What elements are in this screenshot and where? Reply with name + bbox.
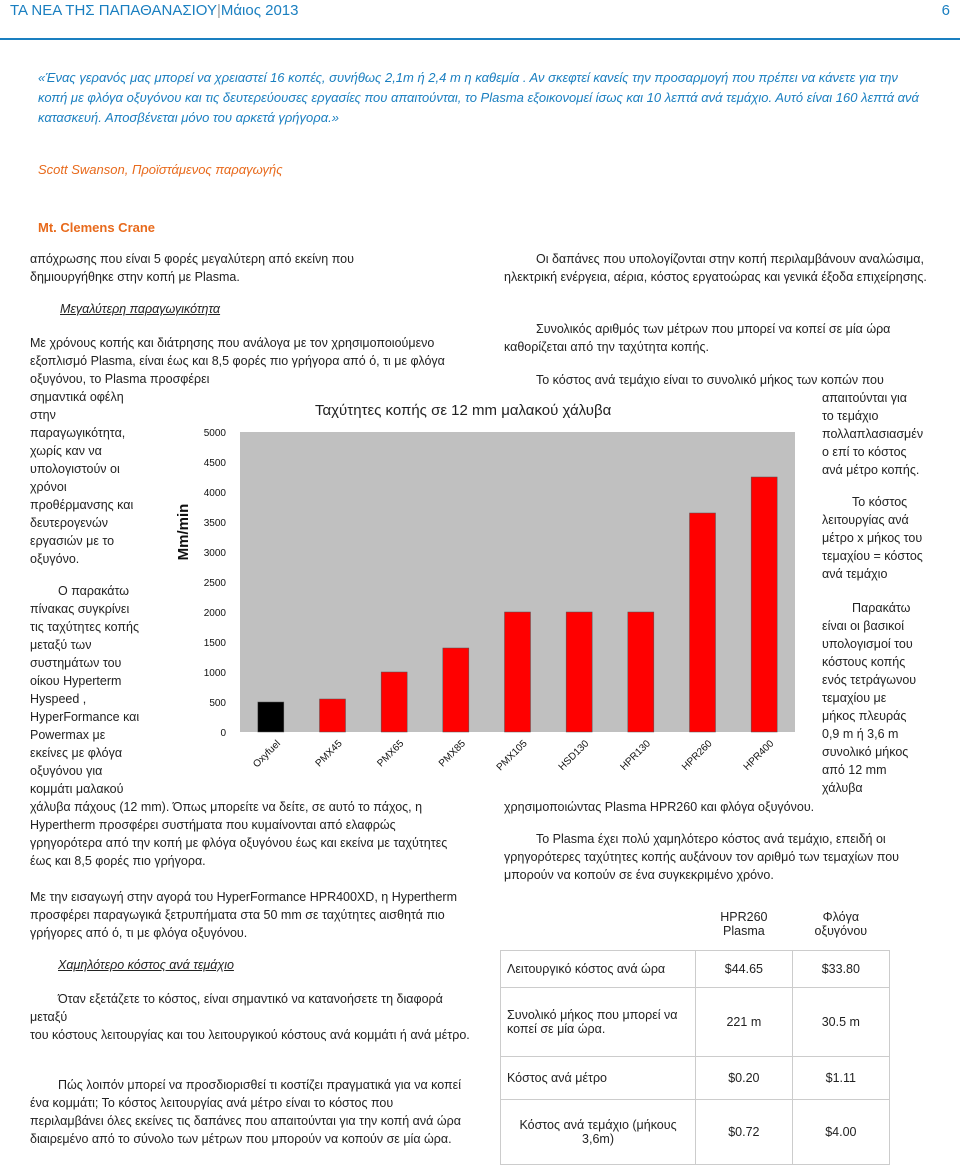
table-header-row (501, 898, 890, 951)
text-line: συνολικό μήκος (822, 745, 909, 759)
y-tick-label: 2000 (203, 608, 226, 619)
bar-pmx45 (320, 699, 346, 732)
text-line: υπολογισμοί του (822, 637, 913, 651)
text-line: μεταξύ των (30, 638, 92, 652)
table-row (501, 951, 890, 988)
table-corner (501, 898, 696, 951)
x-tick-label: HSD130 (556, 738, 592, 773)
heading-productivity: Μεγαλύτερη παραγωγικότητα (60, 302, 221, 316)
right-cost-per-piece-lead: Το κόστος ανά τεμάχιο είναι το συνολικό μήκος των κοπών που (536, 373, 884, 387)
text-line: οίκου Hyperterm (30, 674, 122, 688)
bar-oxyfuel (258, 702, 284, 732)
right-calculation-narrow (822, 599, 952, 797)
text-line: οξυγόνου για (30, 764, 103, 778)
y-tick-label: 5000 (203, 428, 226, 439)
text-line: στην (30, 408, 56, 422)
text-line: προθέρμανσης και (30, 498, 134, 512)
text-line: τις ταχύτητες κοπής (30, 620, 139, 634)
text-line: κόστους κοπής (822, 655, 906, 669)
y-tick-label: 4000 (203, 488, 226, 499)
text-line: σημαντικά οφέλη (30, 390, 124, 404)
cost-comparison-table (500, 898, 890, 1165)
chart-title: Ταχύτητες κοπής σε 12 mm μαλακού χάλυβα (315, 402, 612, 419)
cost-paragraph-a: Όταν εξετάζετε το κόστος, είναι σημαντικό να κατανοήσετε τη διαφορά μεταξύ (30, 992, 443, 1024)
x-tick-label: Oxyfuel (251, 738, 283, 771)
row-value-hpr260: $0.72 (696, 1100, 793, 1165)
bar-hpr130 (628, 612, 654, 732)
right-plasma-summary: Το Plasma έχει πολύ χαμηλότερο κόστος ανά τεμάχιο, επειδή οι γρηγορότερες ταχύτητες κοπής αυξάνουν τον αριθμό των τεμαχίων που μπορούν να κοπούν σε ένα συγκεκριμένο χρόνο. (504, 832, 899, 882)
x-tick-label: PMX85 (436, 738, 468, 770)
row-value-oxyfuel: $4.00 (792, 1100, 889, 1165)
row-value-hpr260: $0.20 (696, 1057, 793, 1100)
text-line: απαιτούνται για (822, 391, 907, 405)
text-line: από 12 mm (822, 763, 887, 777)
y-tick-label: 3000 (203, 548, 226, 559)
text-line: λειτουργίας ανά (822, 513, 909, 527)
bar-hpr260 (690, 513, 716, 732)
quote-author: Scott Swanson, Προϊστάμενος παραγωγής (38, 162, 283, 177)
right-meters-paragraph: Συνολικός αριθμός των μέτρων που μπορεί να κοπεί σε μία ώρα καθορίζεται από την ταχύτητα κοπής. (504, 322, 891, 354)
table-row (501, 988, 890, 1057)
text-line: συστημάτων του (30, 656, 122, 670)
row-value-oxyfuel: 30.5 m (792, 988, 889, 1057)
text-line: δευτερογενών (30, 516, 109, 530)
text-line: οξυγόνο. (30, 552, 80, 566)
left-intro: απόχρωσης που είναι 5 φορές μεγαλύτερη από εκείνη που δημιουργήθηκε στην κοπή με Plasma. (30, 252, 354, 284)
x-tick-label: HPR130 (618, 738, 653, 773)
text-line: Hyspeed , (30, 692, 87, 706)
table-row (501, 1100, 890, 1165)
text-line: τεμαχίου με (822, 691, 887, 705)
row-label: Κόστος ανά τεμάχιο (μήκους 3,6m) (501, 1100, 696, 1165)
issue-month: Μάιος 2013 (220, 2, 299, 19)
text-line: Ο παρακάτω (58, 584, 130, 598)
col-oxyfuel: Φλόγα οξυγόνου (814, 910, 868, 938)
row-label: Κόστος ανά μέτρο (501, 1057, 696, 1100)
text-line: εργασιών με το (30, 534, 115, 548)
right-calculation-wide: χρησιμοποιώντας Plasma HPR260 και φλόγα οξυγόνου. (504, 800, 815, 814)
y-tick-label: 500 (209, 698, 226, 709)
y-tick-label: 2500 (203, 578, 226, 589)
cutting-speed-chart (170, 420, 800, 800)
text-line: Παρακάτω (852, 601, 911, 615)
text-line: χωρίς καν να (30, 444, 102, 458)
row-value-hpr260: $44.65 (696, 951, 793, 988)
text-line: κομμάτι μαλακού (30, 782, 124, 796)
row-value-oxyfuel: $1.11 (792, 1057, 889, 1100)
text-line: πίνακας συγκρίνει (30, 602, 130, 616)
x-tick-label: PMX105 (494, 738, 530, 774)
text-line: 0,9 m ή 3,6 m (822, 727, 899, 741)
y-tick-label: 1000 (203, 668, 226, 679)
header-rule (0, 38, 960, 40)
x-tick-label: PMX65 (375, 738, 407, 770)
bar-pmx65 (381, 672, 407, 732)
text-line: Powermax με (30, 728, 106, 742)
right-formula-narrow (822, 493, 952, 583)
text-line: HyperFormance και (30, 710, 140, 724)
x-tick-label: PMX45 (313, 738, 345, 770)
text-line: το τεμάχιο (822, 409, 879, 423)
text-line: ενός τετράγωνου (822, 673, 917, 687)
cost-paragraph-b: του κόστους λειτουργίας και του λειτουργικού κόστους ανά κομμάτι ή ανά μέτρο. (30, 1028, 470, 1042)
text-line: πολλαπλασιασμέν (822, 427, 924, 441)
text-line: τεμαχίου = κόστος (822, 549, 923, 563)
bar-hsd130 (566, 612, 592, 732)
x-tick-label: HPR400 (741, 738, 777, 773)
text-line: μέτρο x μήκος του (822, 531, 923, 545)
y-tick-label: 4500 (203, 458, 226, 469)
right-cost-per-piece-narrow (822, 389, 952, 479)
bar-pmx85 (443, 648, 469, 732)
text-line: ανά μέτρο κοπής. (822, 463, 920, 477)
text-line: χρόνοι (30, 480, 67, 494)
right-costs-paragraph: Οι δαπάνες που υπολογίζονται στην κοπή περιλαμβάνουν αναλώσιμα, ηλεκτρική ενέργεια, αέρια, κόστος εργατοώρας και γενικά έξοδα επιχείρησης. (504, 252, 927, 284)
comparison-paragraph-wide: χάλυβα πάχους (12 mm). Όπως μπορείτε να δείτε, σε αυτό το πάχος, η Hypertherm προσφέρει συστήματα που κυμαίνονται από ελαφρώς γρηγορότερα από την κοπή με φλόγα οξυγόνου έως και εκείνα με ταχύτητες έως και 8,5 φορές πιο γρήγορα. (30, 800, 448, 868)
heading-lower-cost: Χαμηλότερο κόστος ανά τεμάχιο (58, 958, 234, 972)
page-number: 6 (941, 2, 950, 19)
text-line: χάλυβα (822, 781, 863, 795)
y-axis-label: Mm/min (175, 503, 192, 561)
quote-company: Mt. Clemens Crane (38, 220, 156, 235)
newsletter-name: ΤΑ ΝΕΑ ΤΗΣ ΠΑΠΑΘΑΝΑΣΙΟΥ (10, 2, 217, 19)
bar-hpr400 (751, 477, 777, 732)
customer-quote: «Ένας γερανός μας μπορεί να χρειαστεί 16 κοπές, συνήθως 2,1m ή 2,4 m η καθεμία . Αν σκεφτεί κανείς την προσαρμογή που πρέπει να κάνετε για την κοπή με φλόγα οξυγόνου και τις δευτερεύουσες εργασίες που απαιτούνται, το Plasma εξοικονομεί ίσως και 10 λεπτά ανά τεμάχιο. Αυτό είναι 160 λεπτά ανά κατασκευή. Αποσβένεται μόνο του αρκετά γρήγορα.» (38, 70, 919, 125)
row-label: Λειτουργικό κόστος ανά ώρα (501, 951, 696, 988)
hpr400xd-paragraph: Με την εισαγωγή στην αγορά του HyperFormance HPR400XD, η Hypertherm προσφέρει παραγωγικά ξετρυπήματα στα 50 mm σε ταχύτητες αισθητά πιο γρήγορες από ό, τι με φλόγα οξυγόνου. (30, 890, 457, 940)
x-tick-label: HPR260 (680, 738, 715, 773)
text-line: ο επί το κόστος (822, 445, 907, 459)
newsletter-title: ΤΑ ΝΕΑ ΤΗΣ ΠΑΠΑΘΑΝΑΣΙΟΥ|Μάιος 2013 (10, 2, 299, 19)
text-line: Το κόστος (852, 495, 908, 509)
text-line: ανά τεμάχιο (822, 567, 888, 581)
bar-pmx105 (505, 612, 531, 732)
text-line: μήκος πλευράς (822, 709, 907, 723)
cost-definition-paragraph: Πώς λοιπόν μπορεί να προσδιορισθεί τι κοστίζει πραγματικά για να κοπεί ένα κομμάτι; Το κόστος λειτουργίας ανά μέτρο είναι το κόστος που περιλαμβάνει όλες εκείνες τις δαπάνες που απαιτούνται για την κοπή ανά ώρα διαιρεμένο από το σύνολο των μέτρων που μπορούν να κοπούν σε μία ώρα. (30, 1078, 461, 1146)
productivity-paragraph: Με χρόνους κοπής και διάτρησης που ανάλογα με τον χρησιμοποιούμενο εξοπλισμό Plasma, είναι έως και 8,5 φορές πιο γρήγορα από ό, τι με φλόγα οξυγόνου, το Plasma προσφέρει (30, 336, 445, 386)
text-line: εκείνες με φλόγα (30, 746, 123, 760)
text-line: είναι οι βασικοί (822, 619, 905, 633)
col-hpr260: HPR260 Plasma (720, 910, 768, 938)
text-line: υπολογιστούν οι (30, 462, 120, 476)
table-row (501, 1057, 890, 1100)
text-line: παραγωγικότητα, (30, 426, 126, 440)
y-tick-label: 3500 (203, 518, 226, 529)
row-label: Συνολικό μήκος που μπορεί να κοπεί σε μία ώρα. (501, 988, 696, 1057)
row-value-oxyfuel: $33.80 (792, 951, 889, 988)
y-tick-label: 1500 (203, 638, 226, 649)
y-tick-label: 0 (220, 728, 226, 739)
row-value-hpr260: 221 m (696, 988, 793, 1057)
